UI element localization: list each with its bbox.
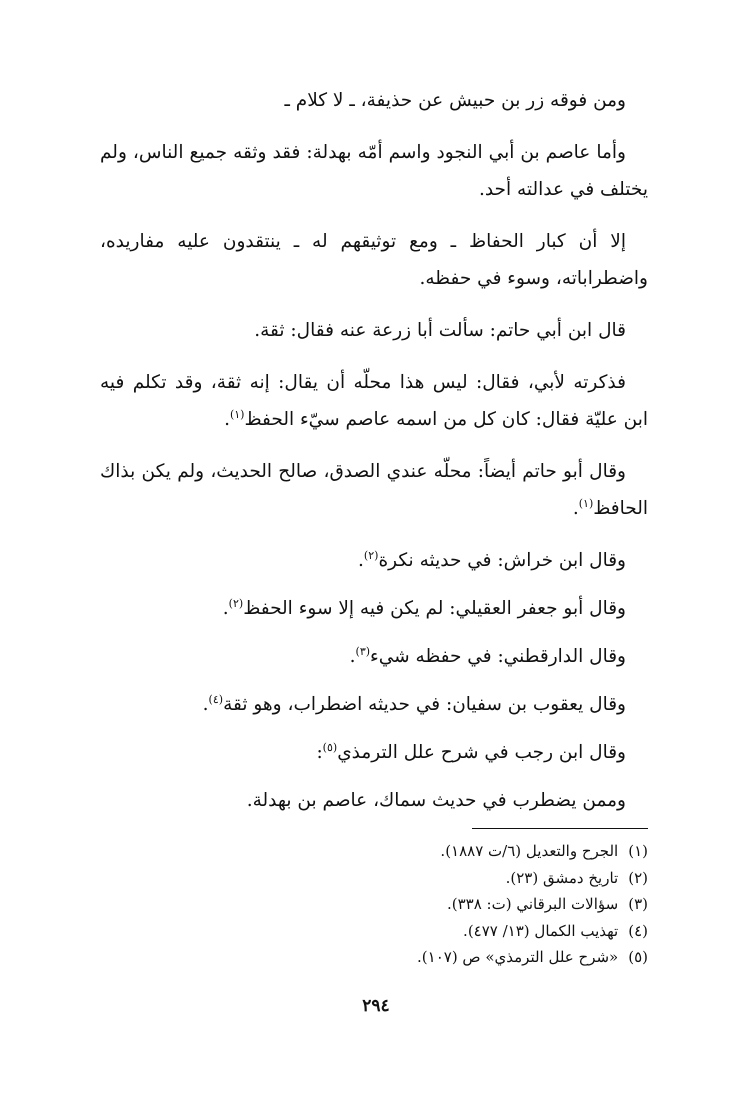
paragraph: وقال أبو حاتم أيضاً: محلّه عندي الصدق، صالح الحديث، ولم يكن بذاك الحافظ$^{(١)}$. (100, 461, 648, 519)
paragraph: وقال يعقوب بن سفيان: في حديثه اضطراب، وهو ثقة$^{(٤)}$. (202, 692, 626, 715)
footnote-text: تهذيب الكمال (١٣/ ٤٧٧). (463, 921, 619, 940)
footnotes (100, 838, 648, 971)
footnote-item (100, 838, 648, 865)
paragraph: وأما عاصم بن أبي النجود واسم أمّه بهدلة: فقد وثقه جميع الناس، ولم يختلف في عدالته أحد. (100, 142, 648, 200)
footnote-text: تاريخ دمشق (٢٣). (505, 868, 619, 887)
paragraph: إلا أن كبار الحفاظ ـ ومع توثيقهم له ـ ينتقدون عليه مفاريده، واضطراباته، وسوء في حفظه. (100, 231, 648, 289)
paragraph: وممن يضطرب في حديث سماك، عاصم بن بهدلة. (246, 790, 626, 811)
footnote-number: (٥) (628, 948, 648, 967)
footnote-item (100, 865, 648, 892)
paragraph: وقال ابن خراش: في حديثه نكرة$^{(٢)}$. (358, 548, 626, 571)
paragraph: وقال أبو جعفر العقيلي: لم يكن فيه إلا سوء الحفظ$^{(٢)}$. (222, 596, 626, 619)
footnote-number: (٢) (628, 868, 648, 887)
paragraph: ومن فوقه زر بن حبيش عن حذيفة، ـ لا كلام ـ (284, 90, 626, 111)
footnote-text: الجرح والتعديل (٦/ت ١٨٨٧). (440, 842, 619, 860)
footnote-ref: (٢) (363, 548, 379, 562)
footnote-ref: (٢) (228, 596, 244, 610)
footnote-ref: (٣) (355, 644, 371, 658)
page-number: ٢٩٤ (362, 996, 390, 1016)
paragraph: وقال ابن رجب في شرح علل الترمذي$^{(٥)}$: (316, 740, 626, 763)
footnote-item (100, 891, 648, 918)
footnote-divider (472, 828, 648, 829)
footnote-item (100, 944, 648, 971)
paragraph: فذكرته لأبي، فقال: ليس هذا محلّه أن يقال: إنه ثقة، وقد تكلم فيه ابن عليّة فقال: كان كل من اسمه عاصم سيّء الحفظ$^{(١)}$. (100, 372, 648, 430)
paragraph: قال ابن أبي حاتم: سألت أبا زرعة عنه فقال: ثقة. (254, 320, 626, 341)
footnote-number: (٣) (628, 895, 648, 914)
footnote-text: «شرح علل الترمذي» ص (١٠٧). (417, 948, 619, 967)
paragraph: وقال الدارقطني: في حفظه شيء$^{(٣)}$. (349, 644, 626, 667)
footnote-item (100, 918, 648, 945)
footnote-text: سؤالات البرقاني (ت: ٣٣٨). (446, 895, 619, 914)
footnote-number: (٤) (628, 921, 648, 940)
footnote-number: (١) (628, 842, 648, 860)
footnote-ref: (١) (578, 496, 594, 510)
main-text (100, 82, 648, 830)
footnote-ref: (٥) (322, 740, 338, 754)
footnote-ref: (١) (229, 407, 245, 421)
footnote-ref: (٤) (208, 692, 224, 706)
